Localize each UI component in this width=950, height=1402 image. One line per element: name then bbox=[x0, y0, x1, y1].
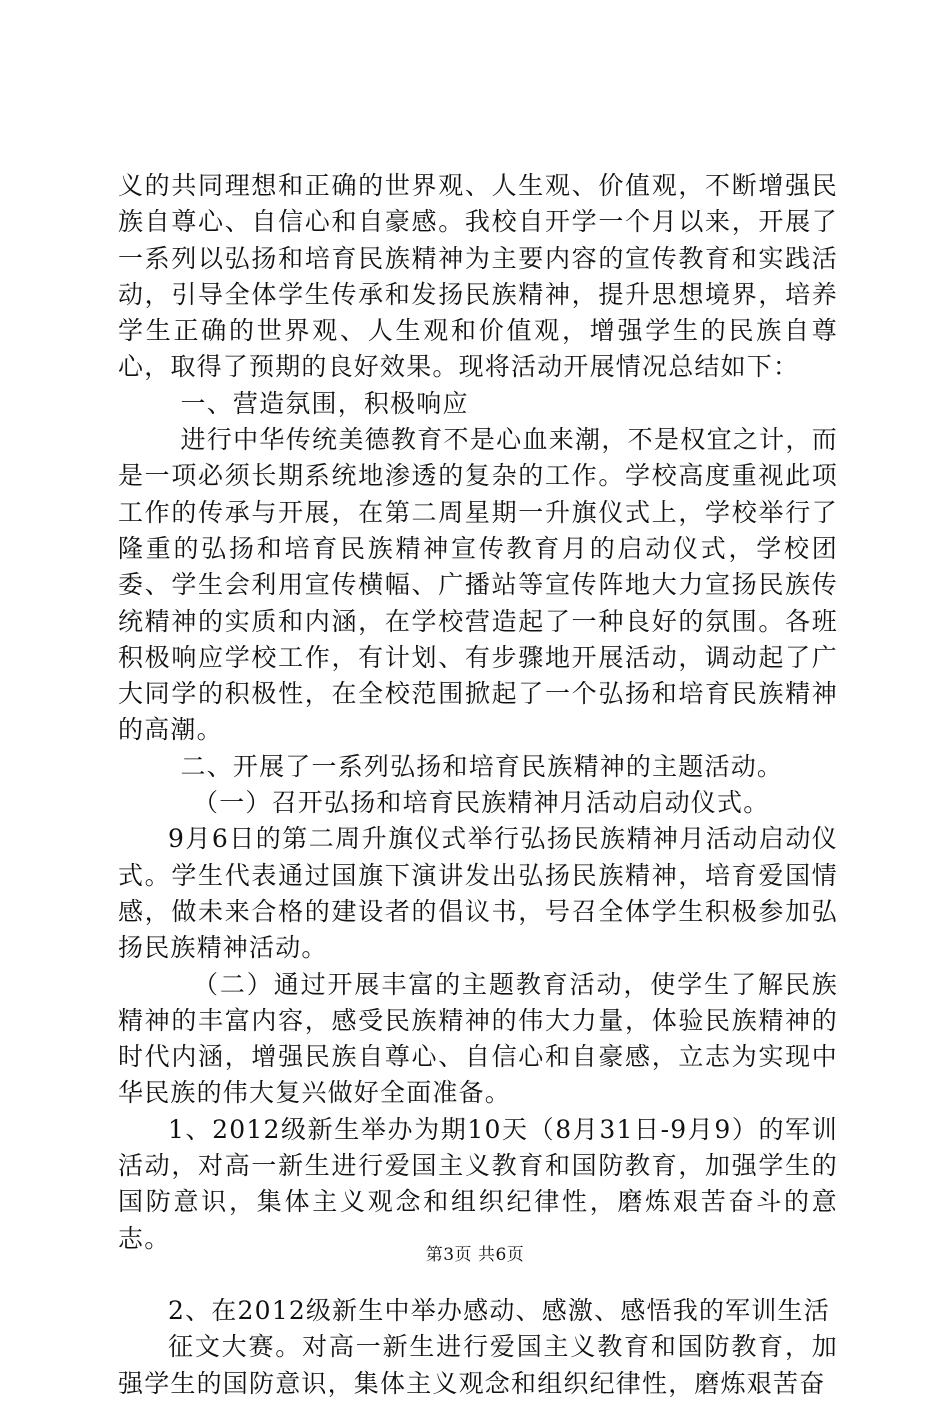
body-paragraph-2: 进行中华传统美德教育不是心血来潮，不是权宜之计，而是一项必须长期系统地渗透的复杂的工作。学校高度重视此项工作的传承与开展，在第二周星期一升旗仪式上，学校举行了隆重的弘扬和培育民族精神宣传教育月的启动仪式，学校团委、学生会利用宣传横幅、广播站等宣传阵地大力宣扬民族传统精神的实质和内涵，在学校营造起了一种良好的氛围。各班积极响应学校工作，有计划、有步骤地开展活动，调动起了广大同学的积极性，在全校范围掀起了一个弘扬和培育民族精神的高潮。 bbox=[118, 425, 838, 745]
list-item-2: 2、在2012级新生中举办感动、感激、感悟我的军训生活 bbox=[168, 1295, 830, 1325]
section-heading-2: 二、开展了一系列弘扬和培育民族精神的主题活动。 bbox=[180, 751, 784, 781]
section-heading-1: 一、营造氛围，积极响应 bbox=[180, 388, 469, 418]
document-body bbox=[118, 168, 838, 1402]
body-paragraph-4: 征文大赛。对高一新生进行爱国主义教育和国防教育，加强学生的国防意识，集体主义观念和组织纪律性，磨炼艰苦奋 bbox=[118, 1332, 838, 1398]
subsection-heading-2: （二）通过开展丰富的主题教育活动，使学生了解民族精神的丰富内容，感受民族精神的伟大力量，体验民族精神的时代内涵，增强民族自尊心、自信心和自豪感，立志为实现中华民族的伟大复兴做好全面准备。 bbox=[118, 969, 838, 1108]
subsection-heading-1: （一）召开弘扬和培育民族精神月活动启动仪式。 bbox=[193, 788, 770, 818]
list-item-1: 1、2012级新生举办为期10天（8月31日-9月9）的军训活动，对高一新生进行爱国主义教育和国防教育，加强学生的国防意识，集体主义观念和组织纪律性，磨炼艰苦奋斗的意志。 bbox=[118, 1114, 838, 1253]
body-paragraph-1: 义的共同理想和正确的世界观、人生观、价值观，不断增强民族自尊心、自信心和自豪感。我校自开学一个月以来，开展了一系列以弘扬和培育民族精神为主要内容的宣传教育和实践活动，引导全体学生传承和发扬民族精神，提升思想境界，培养学生正确的世界观、人生观和价值观，增强学生的民族自尊心，取得了预期的良好效果。现将活动开展情况总结如下： bbox=[118, 171, 838, 382]
body-paragraph-3: 9月6日的第二周升旗仪式举行弘扬民族精神月活动启动仪式。学生代表通过国旗下演讲发出弘扬民族精神，培育爱国情感，做未来合格的建设者的倡议书，号召全体学生积极参加弘扬民族精神活动。 bbox=[118, 824, 838, 963]
page-footer: 第3页 共6页 bbox=[425, 1245, 525, 1265]
